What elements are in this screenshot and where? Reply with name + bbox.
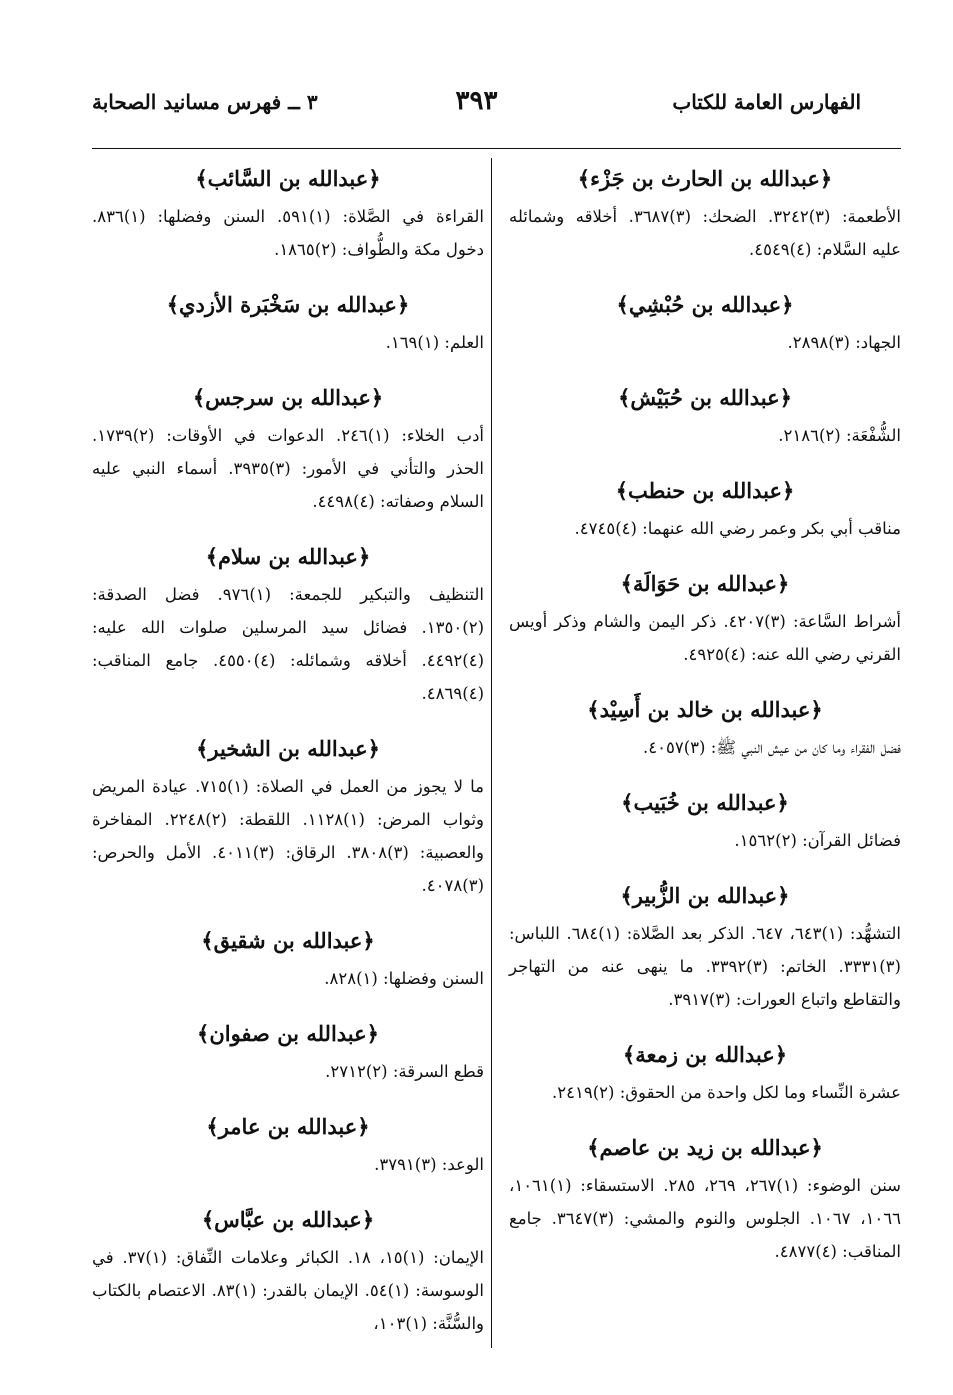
- index-entry: [509, 565, 901, 671]
- entry-title: ﴿عبدالله بن عبَّاس﴾: [201, 1207, 375, 1232]
- entry-text: مناقب أبي بكر وعمر رضي الله عنهما: (٤)٤٧٤٥.: [574, 519, 901, 538]
- header-rule: [92, 148, 901, 149]
- index-entry: [92, 160, 484, 266]
- entry-text: سنن الوضوء: (١)٢٦٧، ٢٦٩، ٢٨٥. الاستسقاء: (١)١٠٦١، ١٠٦٦، ١٠٦٧. الجلوس والنوم والمشي: (٣)٣٦٤٧. جامع المناقب: (٤)٤٨٧٧.: [509, 1176, 902, 1261]
- entry-title: ﴿عبدالله بن حنطب﴾: [615, 478, 795, 503]
- index-entry: [509, 1129, 901, 1268]
- entry-text: الإيمان: (١)١٥، ١٨. الكبائر وعلامات النِّفاق: (١)٣٧. في الوسوسة: (١)٥٤. الإيمان بالقدر: (١)٨٣. الاعتصام بالكتاب والسُّنَّة: (١)١٠٣،: [92, 1248, 484, 1333]
- index-entry: [92, 379, 484, 518]
- entry-title: ﴿عبدالله بن سرجس﴾: [192, 385, 384, 410]
- index-entry: [92, 730, 484, 902]
- entry-text: قطع السرقة: (٢)٢٧١٢.: [325, 1062, 484, 1081]
- entry-text: الوعد: (٣)٣٧٩١.: [374, 1155, 484, 1174]
- index-entry: [92, 538, 484, 710]
- index-entry: [92, 1015, 484, 1088]
- index-entry: [92, 922, 484, 995]
- index-entry: [509, 472, 901, 545]
- entry-title: ﴿عبدالله بن حَوَالَة﴾: [620, 571, 790, 596]
- entry-text: السنن وفضلها: (١)٨٢٨.: [324, 969, 484, 988]
- entry-title: ﴿عبدالله بن حُبْشِي﴾: [616, 292, 794, 317]
- entry-title: ﴿عبدالله بن عامر﴾: [206, 1114, 370, 1139]
- column-divider: [491, 158, 492, 1348]
- entry-title: ﴿عبدالله بن شقيق﴾: [201, 928, 375, 953]
- entry-title: ﴿عبدالله بن حُبَيْش﴾: [618, 385, 792, 410]
- index-entry: [92, 1201, 484, 1340]
- entry-title: ﴿عبدالله بن زيد بن عاصم﴾: [587, 1135, 823, 1160]
- entry-text: التنظيف والتبكير للجمعة: (١)٩٧٦. فضل الصدقة: (٢)١٣٥٠. فضائل سيد المرسلين صلوات الله عليه: (٤)٤٤٩٢. أخلاقه وشمائله: (٤)٤٥٥٠. جامع المناقب: (٤)٤٨٦٩.: [92, 585, 484, 703]
- left-column: [92, 160, 484, 1360]
- entry-title: ﴿عبدالله بن خالد بن أَسِيْد﴾: [587, 697, 823, 722]
- entry-text: الجهاد: (٣)٢٨٩٨.: [787, 333, 901, 352]
- entry-title: ﴿عبدالله بن الشخير﴾: [196, 736, 380, 761]
- entry-text: القراءة في الصَّلاة: (١)٥٩١. السنن وفضلها: (١)٨٣٦. دخول مكة والطُّواف: (٢)١٨٦٥.: [92, 207, 484, 259]
- entry-text: العلم: (١)١٦٩.: [385, 333, 484, 352]
- index-entry: [92, 1108, 484, 1181]
- right-column: [509, 160, 901, 1288]
- index-entry: [509, 877, 901, 1016]
- index-entry: [92, 286, 484, 359]
- section-title: ٣ ــ فهرس مسانيد الصحابة: [92, 90, 318, 114]
- entry-title: ﴿عبدالله بن سلام﴾: [205, 544, 371, 569]
- page-number: ٣٩٣: [455, 86, 498, 116]
- entry-text: التشهُّد: (١)٦٤٣، ٦٤٧. الذكر بعد الصَّلاة: (١)٦٨٤. اللباس: (٣)٣٣٣١. الخاتم: (٣)٣٣٩٢. ما ينهى عنه من التهاجر والتقاطع واتباع العورات: (٣)٣٩١٧.: [509, 924, 902, 1009]
- entry-title: ﴿عبدالله بن الزُّبير﴾: [620, 883, 790, 908]
- index-entry: [509, 784, 901, 857]
- entry-text: أدب الخلاء: (١)٢٤٦. الدعوات في الأوقات: (٢)١٧٣٩. الحذر والتأني في الأمور: (٣)٣٩٣٥. أسماء النبي عليه السلام وصفاته: (٤)٤٤٩٨.: [92, 426, 485, 511]
- index-entry: [509, 691, 901, 764]
- entry-text: الأطعمة: (٣)٣٢٤٢. الضحك: (٣)٣٦٨٧. أخلاقه وشمائله عليه السَّلام: (٤)٤٥٤٩.: [509, 207, 901, 259]
- index-entry: [509, 286, 901, 359]
- index-entry: [509, 379, 901, 452]
- entry-title: ﴿عبدالله بن زمعة﴾: [622, 1042, 788, 1067]
- entry-title: ﴿عبدالله بن خُبَيب﴾: [621, 790, 789, 815]
- entry-text: الشُّفْعَة: (٢)٢١٨٦.: [778, 426, 901, 445]
- index-entry: [509, 160, 901, 266]
- entry-title: ﴿عبدالله بن سَخْبَرة الأزدي﴾: [166, 292, 410, 317]
- entry-title: ﴿عبدالله بن الحارث بن جَزْء﴾: [577, 166, 833, 191]
- index-entry: [509, 1036, 901, 1109]
- running-title: الفهارس العامة للكتاب: [672, 90, 861, 114]
- entry-text: ما لا يجوز من العمل في الصلاة: (١)٧١٥. عيادة المريض وثواب المرض: (١)١١٢٨. اللقطة: (٢)٢٢٤٨. المفاخرة والعصبية: (٣)٣٨٠٨. الرقاق: (٣)٤٠١١. الأمل والحرص: (٣)٤٠٧٨.: [92, 777, 485, 895]
- entry-title: ﴿عبدالله بن صفوان﴾: [197, 1021, 379, 1046]
- entry-text: فضل الفقراء وما كان من عيش النبي ﷺ: (٣)٤٠٥٧.: [643, 738, 901, 757]
- entry-title: ﴿عبدالله بن السَّائب﴾: [195, 166, 381, 191]
- entry-text: أشراط السَّاعة: (٣)٤٢٠٧. ذكر اليمن والشام وذكر أويس القرني رضي الله عنه: (٤)٤٩٢٥.: [509, 612, 901, 664]
- entry-text: فضائل القرآن: (٢)١٥٦٢.: [734, 831, 901, 850]
- page-header: [92, 86, 861, 126]
- entry-text: عشرة النِّساء وما لكل واحدة من الحقوق: (٢)٢٤١٩.: [552, 1083, 901, 1102]
